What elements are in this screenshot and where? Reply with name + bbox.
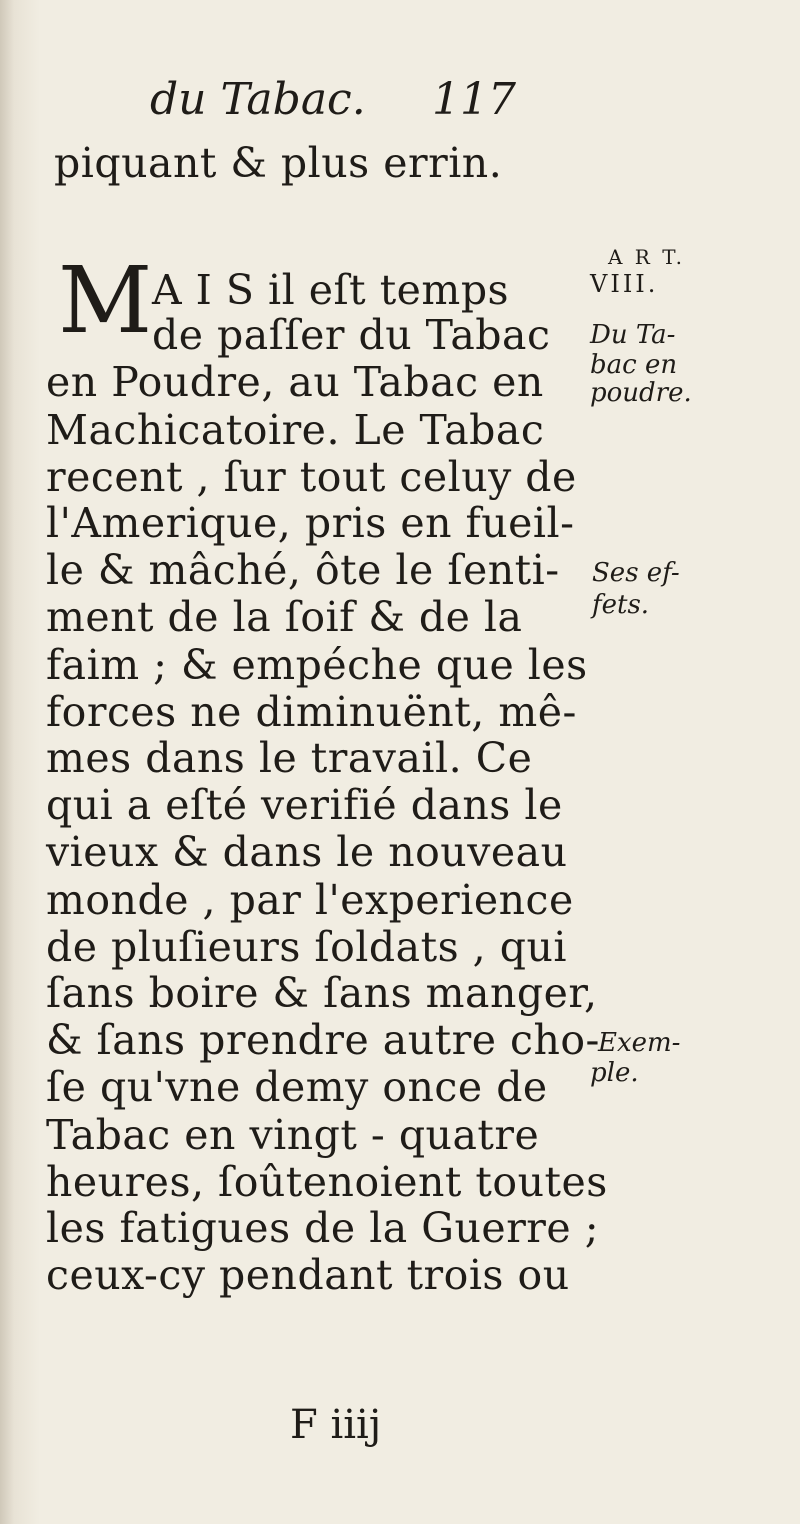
text-line: de pluſieurs ſoldats , qui [46,923,567,971]
text-line: A I S il eſt temps [152,266,510,314]
margin-note-line: Exem- [598,1028,681,1058]
article-label: A R T. [608,245,685,269]
text-line: Machicatoire. Le Tabac [46,406,545,454]
running-header [140,74,560,134]
drop-cap: M [58,247,153,354]
text-line: ſe qu'vne demy once de [46,1063,548,1111]
page-gutter-shadow [0,0,14,1524]
text-line: le & mâché, ôte le ſenti- [46,546,560,594]
text-line: l'Amerique, pris en fueil- [46,499,575,547]
margin-note-line: Du Ta- [590,320,676,350]
text-line: forces ne diminuënt, mê- [46,688,577,736]
text-line: de paſſer du Tabac [152,311,551,359]
margin-note-line: Ses ef- [592,558,680,588]
article-number: VIII. [590,270,659,298]
page-number: 117 [432,74,516,125]
margin-note-line: fets. [592,590,650,620]
text-line: les fatigues de la Guerre ; [46,1204,600,1252]
margin-note-line: poudre. [590,378,692,408]
text-line: ſans boire & ſans manger, [46,969,598,1017]
text-line: & ſans prendre autre cho- [46,1016,600,1064]
signature-mark: F iiij [290,1402,382,1448]
text-line: recent , ſur tout celuy de [46,453,577,501]
text-line: qui a eſté verifié dans le [46,781,563,829]
text-line-continuation: piquant & plus errin. [54,139,503,187]
margin-note-line: bac en [590,350,678,380]
text-line: faim ; & empéche que les [46,641,588,689]
text-line: Tabac en vingt - quatre [46,1111,540,1159]
text-line: vieux & dans le nouveau [46,828,568,876]
text-line: mes dans le travail. Ce [46,734,533,782]
text-line: ment de la ſoif & de la [46,593,523,641]
running-title: du Tabac. [150,74,366,125]
text-line: monde , par l'experience [46,876,574,924]
text-line: en Poudre, au Tabac en [46,358,544,406]
text-line: heures, ſoûtenoient toutes [46,1158,608,1206]
text-line: ceux-cy pendant trois ou [46,1251,570,1299]
margin-note-line: ple. [590,1058,639,1088]
